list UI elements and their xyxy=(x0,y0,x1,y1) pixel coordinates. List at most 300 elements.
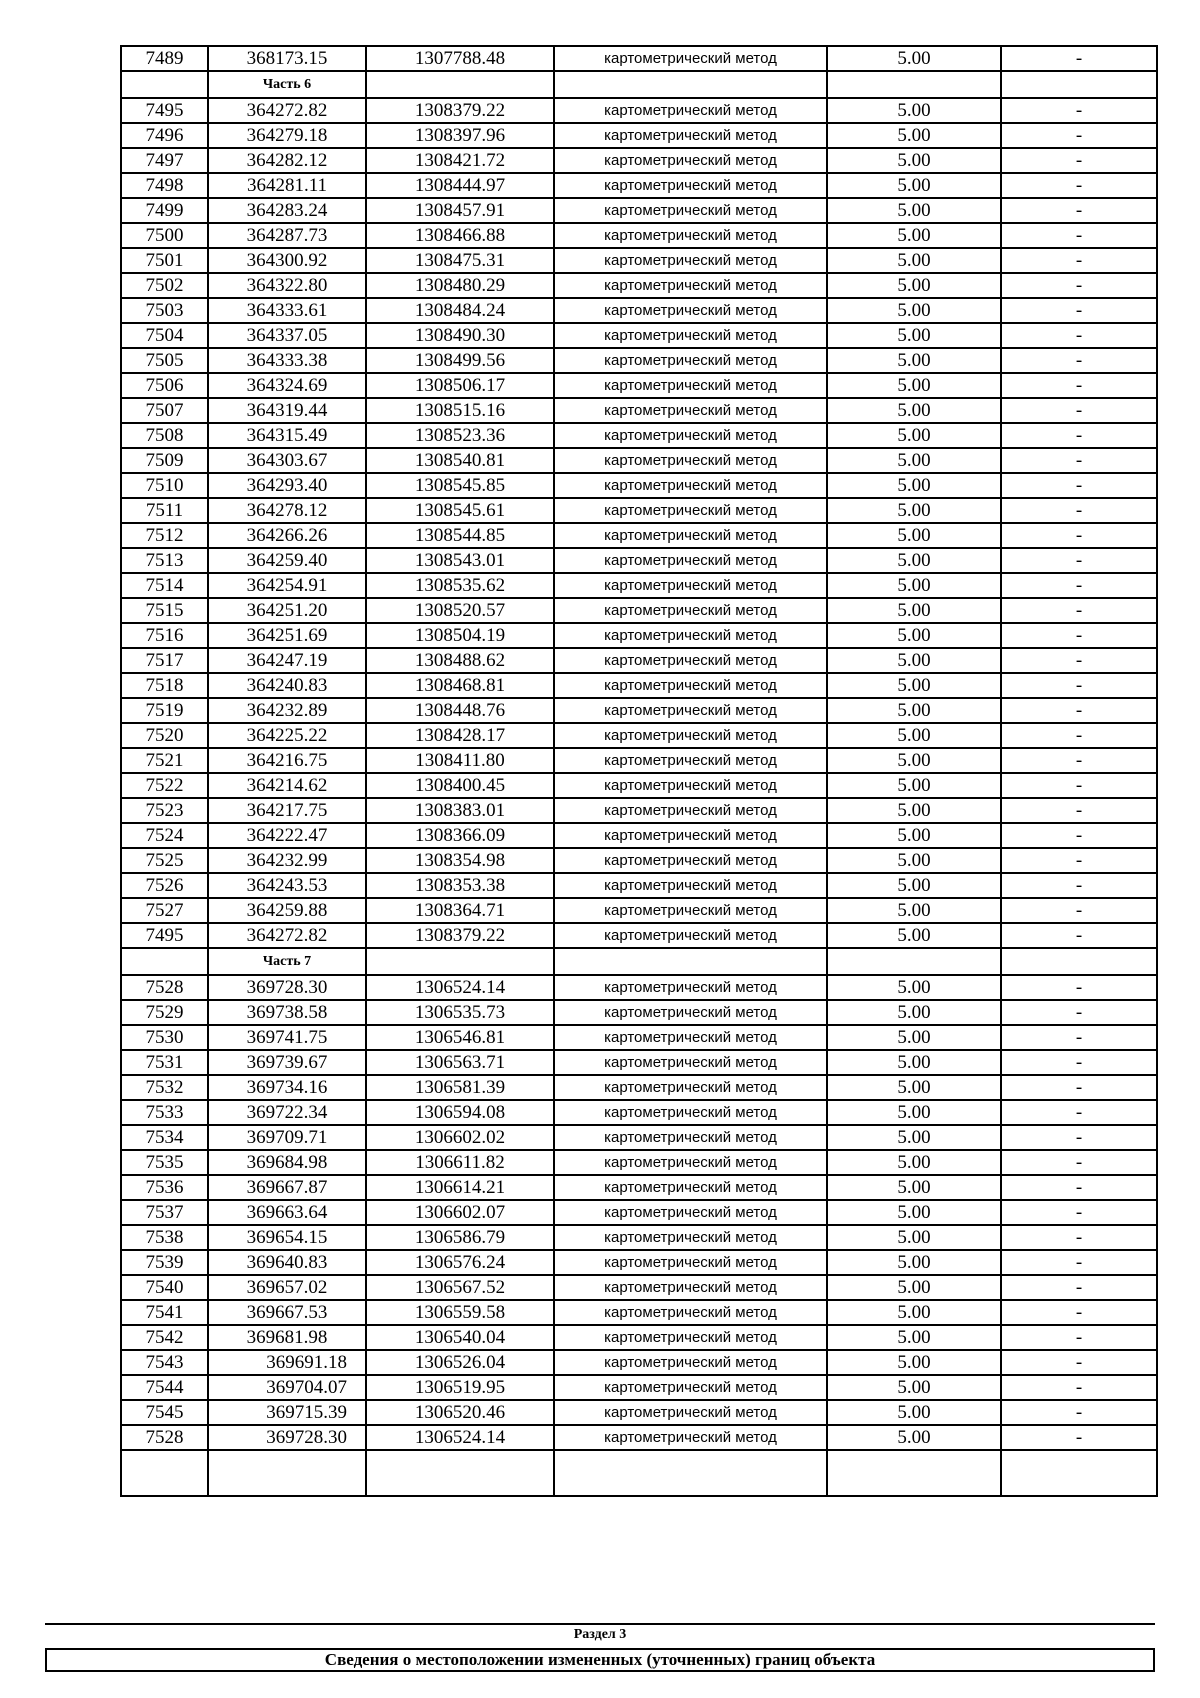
empty-cell xyxy=(121,1450,208,1496)
point-number-cell: 7507 xyxy=(121,398,208,423)
x-coordinate-cell: 364279.18 xyxy=(208,123,366,148)
precision-cell: 5.00 xyxy=(827,98,1001,123)
x-coordinate-cell: 369738.58 xyxy=(208,1000,366,1025)
table-row xyxy=(121,98,1157,123)
y-coordinate-cell: 1308499.56 xyxy=(366,348,554,373)
note-cell: - xyxy=(1001,573,1157,598)
x-coordinate-cell: 369739.67 xyxy=(208,1050,366,1075)
part-title: Часть 6 xyxy=(208,71,366,98)
table-row xyxy=(121,1225,1157,1250)
x-coordinate-cell: 369681.98 xyxy=(208,1325,366,1350)
y-coordinate-cell: 1306586.79 xyxy=(366,1225,554,1250)
note-cell: - xyxy=(1001,623,1157,648)
x-coordinate-cell: 364333.61 xyxy=(208,298,366,323)
y-coordinate-cell: 1306614.21 xyxy=(366,1175,554,1200)
x-coordinate-cell: 364287.73 xyxy=(208,223,366,248)
precision-cell: 5.00 xyxy=(827,373,1001,398)
note-cell: - xyxy=(1001,448,1157,473)
precision-cell: 5.00 xyxy=(827,698,1001,723)
table-row xyxy=(121,1325,1157,1350)
note-cell: - xyxy=(1001,98,1157,123)
precision-cell: 5.00 xyxy=(827,223,1001,248)
point-number-cell: 7537 xyxy=(121,1200,208,1225)
precision-cell: 5.00 xyxy=(827,1000,1001,1025)
point-number-cell: 7496 xyxy=(121,123,208,148)
table-row xyxy=(121,673,1157,698)
point-number-cell: 7522 xyxy=(121,773,208,798)
method-cell: картометрический метод xyxy=(554,46,827,71)
note-cell: - xyxy=(1001,1425,1157,1450)
method-cell: картометрический метод xyxy=(554,1400,827,1425)
note-cell: - xyxy=(1001,773,1157,798)
empty-cell xyxy=(827,1450,1001,1496)
point-number-cell: 7519 xyxy=(121,698,208,723)
x-coordinate-cell: 369657.02 xyxy=(208,1275,366,1300)
note-cell: - xyxy=(1001,975,1157,1000)
table-row xyxy=(121,598,1157,623)
precision-cell: 5.00 xyxy=(827,623,1001,648)
x-coordinate-cell: 364247.19 xyxy=(208,648,366,673)
method-cell: картометрический метод xyxy=(554,823,827,848)
y-coordinate-cell: 1308411.80 xyxy=(366,748,554,773)
method-cell: картометрический метод xyxy=(554,1025,827,1050)
precision-cell: 5.00 xyxy=(827,873,1001,898)
x-coordinate-cell: 364272.82 xyxy=(208,923,366,948)
x-coordinate-cell: 369709.71 xyxy=(208,1125,366,1150)
method-cell: картометрический метод xyxy=(554,148,827,173)
precision-cell: 5.00 xyxy=(827,248,1001,273)
empty-cell xyxy=(827,948,1001,975)
precision-cell: 5.00 xyxy=(827,648,1001,673)
table-row xyxy=(121,1100,1157,1125)
y-coordinate-cell: 1306567.52 xyxy=(366,1275,554,1300)
note-cell: - xyxy=(1001,723,1157,748)
point-number-cell: 7516 xyxy=(121,623,208,648)
note-cell: - xyxy=(1001,548,1157,573)
method-cell: картометрический метод xyxy=(554,1225,827,1250)
y-coordinate-cell: 1306602.07 xyxy=(366,1200,554,1225)
empty-cell xyxy=(366,71,554,98)
note-cell: - xyxy=(1001,1075,1157,1100)
precision-cell: 5.00 xyxy=(827,673,1001,698)
empty-cell xyxy=(1001,1450,1157,1496)
precision-cell: 5.00 xyxy=(827,523,1001,548)
empty-cell xyxy=(554,1450,827,1496)
table-row xyxy=(121,848,1157,873)
y-coordinate-cell: 1308448.76 xyxy=(366,698,554,723)
method-cell: картометрический метод xyxy=(554,298,827,323)
point-number-cell: 7497 xyxy=(121,148,208,173)
table-row xyxy=(121,123,1157,148)
precision-cell: 5.00 xyxy=(827,1100,1001,1125)
y-coordinate-cell: 1308545.85 xyxy=(366,473,554,498)
y-coordinate-cell: 1308506.17 xyxy=(366,373,554,398)
table-row xyxy=(121,398,1157,423)
x-coordinate-cell: 364217.75 xyxy=(208,798,366,823)
precision-cell: 5.00 xyxy=(827,1225,1001,1250)
x-coordinate-cell: 369704.07 xyxy=(208,1375,366,1400)
x-coordinate-cell: 364315.49 xyxy=(208,423,366,448)
y-coordinate-cell: 1308444.97 xyxy=(366,173,554,198)
empty-cell xyxy=(554,71,827,98)
y-coordinate-cell: 1308543.01 xyxy=(366,548,554,573)
y-coordinate-cell: 1306519.95 xyxy=(366,1375,554,1400)
x-coordinate-cell: 364272.82 xyxy=(208,98,366,123)
x-coordinate-cell: 364266.26 xyxy=(208,523,366,548)
table-row xyxy=(121,1425,1157,1450)
x-coordinate-cell: 369728.30 xyxy=(208,1425,366,1450)
point-number-cell: 7495 xyxy=(121,98,208,123)
x-coordinate-cell: 364225.22 xyxy=(208,723,366,748)
section-divider xyxy=(45,1623,1155,1625)
y-coordinate-cell: 1308364.71 xyxy=(366,898,554,923)
precision-cell: 5.00 xyxy=(827,273,1001,298)
table-row xyxy=(121,1000,1157,1025)
point-number-cell: 7502 xyxy=(121,273,208,298)
method-cell: картометрический метод xyxy=(554,1200,827,1225)
method-cell: картометрический метод xyxy=(554,923,827,948)
point-number-cell: 7541 xyxy=(121,1300,208,1325)
x-coordinate-cell: 364300.92 xyxy=(208,248,366,273)
method-cell: картометрический метод xyxy=(554,348,827,373)
point-number-cell: 7495 xyxy=(121,923,208,948)
point-number-cell: 7520 xyxy=(121,723,208,748)
method-cell: картометрический метод xyxy=(554,1350,827,1375)
method-cell: картометрический метод xyxy=(554,898,827,923)
empty-cell xyxy=(554,948,827,975)
x-coordinate-cell: 364251.20 xyxy=(208,598,366,623)
table-row xyxy=(121,323,1157,348)
note-cell: - xyxy=(1001,1200,1157,1225)
note-cell: - xyxy=(1001,648,1157,673)
y-coordinate-cell: 1308540.81 xyxy=(366,448,554,473)
y-coordinate-cell: 1308379.22 xyxy=(366,923,554,948)
y-coordinate-cell: 1308379.22 xyxy=(366,98,554,123)
precision-cell: 5.00 xyxy=(827,798,1001,823)
table-row xyxy=(121,1375,1157,1400)
table-row xyxy=(121,523,1157,548)
point-number-cell: 7533 xyxy=(121,1100,208,1125)
note-cell: - xyxy=(1001,523,1157,548)
y-coordinate-cell: 1308428.17 xyxy=(366,723,554,748)
table-row xyxy=(121,423,1157,448)
table-row xyxy=(121,148,1157,173)
table-row xyxy=(121,1175,1157,1200)
method-cell: картометрический метод xyxy=(554,798,827,823)
point-number-cell: 7539 xyxy=(121,1250,208,1275)
point-number-cell: 7545 xyxy=(121,1400,208,1425)
coordinates-table xyxy=(120,45,1158,1497)
method-cell: картометрический метод xyxy=(554,748,827,773)
y-coordinate-cell: 1306563.71 xyxy=(366,1050,554,1075)
note-cell: - xyxy=(1001,1025,1157,1050)
point-number-cell: 7499 xyxy=(121,198,208,223)
table-row xyxy=(121,723,1157,748)
note-cell: - xyxy=(1001,298,1157,323)
method-cell: картометрический метод xyxy=(554,873,827,898)
empty-cell xyxy=(366,948,554,975)
precision-cell: 5.00 xyxy=(827,1150,1001,1175)
y-coordinate-cell: 1306520.46 xyxy=(366,1400,554,1425)
table-row xyxy=(121,923,1157,948)
table-row xyxy=(121,648,1157,673)
point-number-cell: 7508 xyxy=(121,423,208,448)
note-cell: - xyxy=(1001,1375,1157,1400)
table-row xyxy=(121,348,1157,373)
y-coordinate-cell: 1308490.30 xyxy=(366,323,554,348)
precision-cell: 5.00 xyxy=(827,448,1001,473)
x-coordinate-cell: 369684.98 xyxy=(208,1150,366,1175)
point-number-cell: 7506 xyxy=(121,373,208,398)
y-coordinate-cell: 1308523.36 xyxy=(366,423,554,448)
precision-cell: 5.00 xyxy=(827,598,1001,623)
method-cell: картометрический метод xyxy=(554,323,827,348)
x-coordinate-cell: 364232.89 xyxy=(208,698,366,723)
precision-cell: 5.00 xyxy=(827,898,1001,923)
point-number-cell: 7526 xyxy=(121,873,208,898)
note-cell: - xyxy=(1001,873,1157,898)
precision-cell: 5.00 xyxy=(827,123,1001,148)
note-cell: - xyxy=(1001,1250,1157,1275)
y-coordinate-cell: 1306524.14 xyxy=(366,1425,554,1450)
table-row xyxy=(121,773,1157,798)
table-row xyxy=(121,173,1157,198)
table-row xyxy=(121,473,1157,498)
method-cell: картометрический метод xyxy=(554,448,827,473)
method-cell: картометрический метод xyxy=(554,123,827,148)
y-coordinate-cell: 1308353.38 xyxy=(366,873,554,898)
x-coordinate-cell: 364259.40 xyxy=(208,548,366,573)
empty-row xyxy=(121,1450,1157,1496)
precision-cell: 5.00 xyxy=(827,198,1001,223)
precision-cell: 5.00 xyxy=(827,1200,1001,1225)
precision-cell: 5.00 xyxy=(827,1300,1001,1325)
precision-cell: 5.00 xyxy=(827,1175,1001,1200)
x-coordinate-cell: 369734.16 xyxy=(208,1075,366,1100)
x-coordinate-cell: 364216.75 xyxy=(208,748,366,773)
precision-cell: 5.00 xyxy=(827,773,1001,798)
y-coordinate-cell: 1308366.09 xyxy=(366,823,554,848)
x-coordinate-cell: 364324.69 xyxy=(208,373,366,398)
point-number-cell: 7530 xyxy=(121,1025,208,1050)
y-coordinate-cell: 1308544.85 xyxy=(366,523,554,548)
part-header-row xyxy=(121,948,1157,975)
y-coordinate-cell: 1308475.31 xyxy=(366,248,554,273)
method-cell: картометрический метод xyxy=(554,975,827,1000)
precision-cell: 5.00 xyxy=(827,498,1001,523)
table-row xyxy=(121,1300,1157,1325)
method-cell: картометрический метод xyxy=(554,1375,827,1400)
note-cell: - xyxy=(1001,373,1157,398)
y-coordinate-cell: 1308466.88 xyxy=(366,223,554,248)
method-cell: картометрический метод xyxy=(554,673,827,698)
x-coordinate-cell: 364303.67 xyxy=(208,448,366,473)
x-coordinate-cell: 364259.88 xyxy=(208,898,366,923)
note-cell: - xyxy=(1001,423,1157,448)
section-number: Раздел 3 xyxy=(573,1627,627,1642)
method-cell: картометрический метод xyxy=(554,1125,827,1150)
precision-cell: 5.00 xyxy=(827,173,1001,198)
point-number-cell: 7531 xyxy=(121,1050,208,1075)
method-cell: картометрический метод xyxy=(554,1150,827,1175)
point-number-cell: 7511 xyxy=(121,498,208,523)
precision-cell: 5.00 xyxy=(827,748,1001,773)
y-coordinate-cell: 1306546.81 xyxy=(366,1025,554,1050)
method-cell: картометрический метод xyxy=(554,473,827,498)
table-body xyxy=(121,46,1157,1496)
note-cell: - xyxy=(1001,1300,1157,1325)
precision-cell: 5.00 xyxy=(827,1350,1001,1375)
y-coordinate-cell: 1308504.19 xyxy=(366,623,554,648)
x-coordinate-cell: 369722.34 xyxy=(208,1100,366,1125)
precision-cell: 5.00 xyxy=(827,1425,1001,1450)
y-coordinate-cell: 1308535.62 xyxy=(366,573,554,598)
empty-cell xyxy=(121,948,208,975)
point-number-cell: 7536 xyxy=(121,1175,208,1200)
point-number-cell: 7500 xyxy=(121,223,208,248)
point-number-cell: 7514 xyxy=(121,573,208,598)
point-number-cell: 7543 xyxy=(121,1350,208,1375)
empty-cell xyxy=(366,1450,554,1496)
method-cell: картометрический метод xyxy=(554,1300,827,1325)
note-cell: - xyxy=(1001,898,1157,923)
table-row xyxy=(121,548,1157,573)
point-number-cell: 7523 xyxy=(121,798,208,823)
method-cell: картометрический метод xyxy=(554,1425,827,1450)
table-row xyxy=(121,623,1157,648)
y-coordinate-cell: 1308400.45 xyxy=(366,773,554,798)
precision-cell: 5.00 xyxy=(827,848,1001,873)
note-cell: - xyxy=(1001,398,1157,423)
point-number-cell: 7525 xyxy=(121,848,208,873)
note-cell: - xyxy=(1001,848,1157,873)
method-cell: картометрический метод xyxy=(554,498,827,523)
y-coordinate-cell: 1308457.91 xyxy=(366,198,554,223)
note-cell: - xyxy=(1001,598,1157,623)
y-coordinate-cell: 1306535.73 xyxy=(366,1000,554,1025)
y-coordinate-cell: 1308484.24 xyxy=(366,298,554,323)
precision-cell: 5.00 xyxy=(827,1250,1001,1275)
point-number-cell: 7505 xyxy=(121,348,208,373)
x-coordinate-cell: 369728.30 xyxy=(208,975,366,1000)
part-header-row xyxy=(121,71,1157,98)
precision-cell: 5.00 xyxy=(827,46,1001,71)
y-coordinate-cell: 1308545.61 xyxy=(366,498,554,523)
note-cell: - xyxy=(1001,1400,1157,1425)
table-row xyxy=(121,748,1157,773)
note-cell: - xyxy=(1001,823,1157,848)
method-cell: картометрический метод xyxy=(554,1100,827,1125)
point-number-cell: 7503 xyxy=(121,298,208,323)
y-coordinate-cell: 1306524.14 xyxy=(366,975,554,1000)
y-coordinate-cell: 1306602.02 xyxy=(366,1125,554,1150)
part-title: Часть 7 xyxy=(208,948,366,975)
point-number-cell: 7512 xyxy=(121,523,208,548)
note-cell: - xyxy=(1001,273,1157,298)
point-number-cell: 7501 xyxy=(121,248,208,273)
x-coordinate-cell: 369667.87 xyxy=(208,1175,366,1200)
precision-cell: 5.00 xyxy=(827,823,1001,848)
point-number-cell: 7515 xyxy=(121,598,208,623)
point-number-cell: 7498 xyxy=(121,173,208,198)
precision-cell: 5.00 xyxy=(827,923,1001,948)
point-number-cell: 7509 xyxy=(121,448,208,473)
table-row xyxy=(121,298,1157,323)
method-cell: картометрический метод xyxy=(554,223,827,248)
precision-cell: 5.00 xyxy=(827,975,1001,1000)
method-cell: картометрический метод xyxy=(554,773,827,798)
note-cell: - xyxy=(1001,323,1157,348)
method-cell: картометрический метод xyxy=(554,573,827,598)
table-row xyxy=(121,1275,1157,1300)
y-coordinate-cell: 1308515.16 xyxy=(366,398,554,423)
note-cell: - xyxy=(1001,498,1157,523)
note-cell: - xyxy=(1001,698,1157,723)
note-cell: - xyxy=(1001,1350,1157,1375)
x-coordinate-cell: 369691.18 xyxy=(208,1350,366,1375)
note-cell: - xyxy=(1001,748,1157,773)
note-cell: - xyxy=(1001,173,1157,198)
precision-cell: 5.00 xyxy=(827,573,1001,598)
x-coordinate-cell: 364278.12 xyxy=(208,498,366,523)
method-cell: картометрический метод xyxy=(554,1275,827,1300)
point-number-cell: 7538 xyxy=(121,1225,208,1250)
table-row xyxy=(121,1025,1157,1050)
method-cell: картометрический метод xyxy=(554,1325,827,1350)
table-row xyxy=(121,873,1157,898)
point-number-cell: 7518 xyxy=(121,673,208,698)
method-cell: картометрический метод xyxy=(554,198,827,223)
method-cell: картометрический метод xyxy=(554,623,827,648)
point-number-cell: 7489 xyxy=(121,46,208,71)
x-coordinate-cell: 369741.75 xyxy=(208,1025,366,1050)
note-cell: - xyxy=(1001,1050,1157,1075)
table-row xyxy=(121,223,1157,248)
note-cell: - xyxy=(1001,348,1157,373)
note-cell: - xyxy=(1001,1275,1157,1300)
precision-cell: 5.00 xyxy=(827,473,1001,498)
precision-cell: 5.00 xyxy=(827,1375,1001,1400)
note-cell: - xyxy=(1001,1225,1157,1250)
precision-cell: 5.00 xyxy=(827,1075,1001,1100)
section-title: Сведения о местоположении измененных (уточненных) границ объекта xyxy=(45,1648,1155,1672)
x-coordinate-cell: 368173.15 xyxy=(208,46,366,71)
precision-cell: 5.00 xyxy=(827,723,1001,748)
point-number-cell: 7529 xyxy=(121,1000,208,1025)
table-row xyxy=(121,1125,1157,1150)
method-cell: картометрический метод xyxy=(554,1250,827,1275)
table-row xyxy=(121,1075,1157,1100)
note-cell: - xyxy=(1001,46,1157,71)
method-cell: картометрический метод xyxy=(554,1000,827,1025)
note-cell: - xyxy=(1001,248,1157,273)
method-cell: картометрический метод xyxy=(554,698,827,723)
method-cell: картометрический метод xyxy=(554,1175,827,1200)
table-row xyxy=(121,198,1157,223)
y-coordinate-cell: 1306540.04 xyxy=(366,1325,554,1350)
point-number-cell: 7521 xyxy=(121,748,208,773)
y-coordinate-cell: 1306576.24 xyxy=(366,1250,554,1275)
method-cell: картометрический метод xyxy=(554,848,827,873)
y-coordinate-cell: 1308480.29 xyxy=(366,273,554,298)
point-number-cell: 7510 xyxy=(121,473,208,498)
method-cell: картометрический метод xyxy=(554,373,827,398)
y-coordinate-cell: 1308383.01 xyxy=(366,798,554,823)
point-number-cell: 7513 xyxy=(121,548,208,573)
y-coordinate-cell: 1306559.58 xyxy=(366,1300,554,1325)
method-cell: картометрический метод xyxy=(554,598,827,623)
note-cell: - xyxy=(1001,798,1157,823)
